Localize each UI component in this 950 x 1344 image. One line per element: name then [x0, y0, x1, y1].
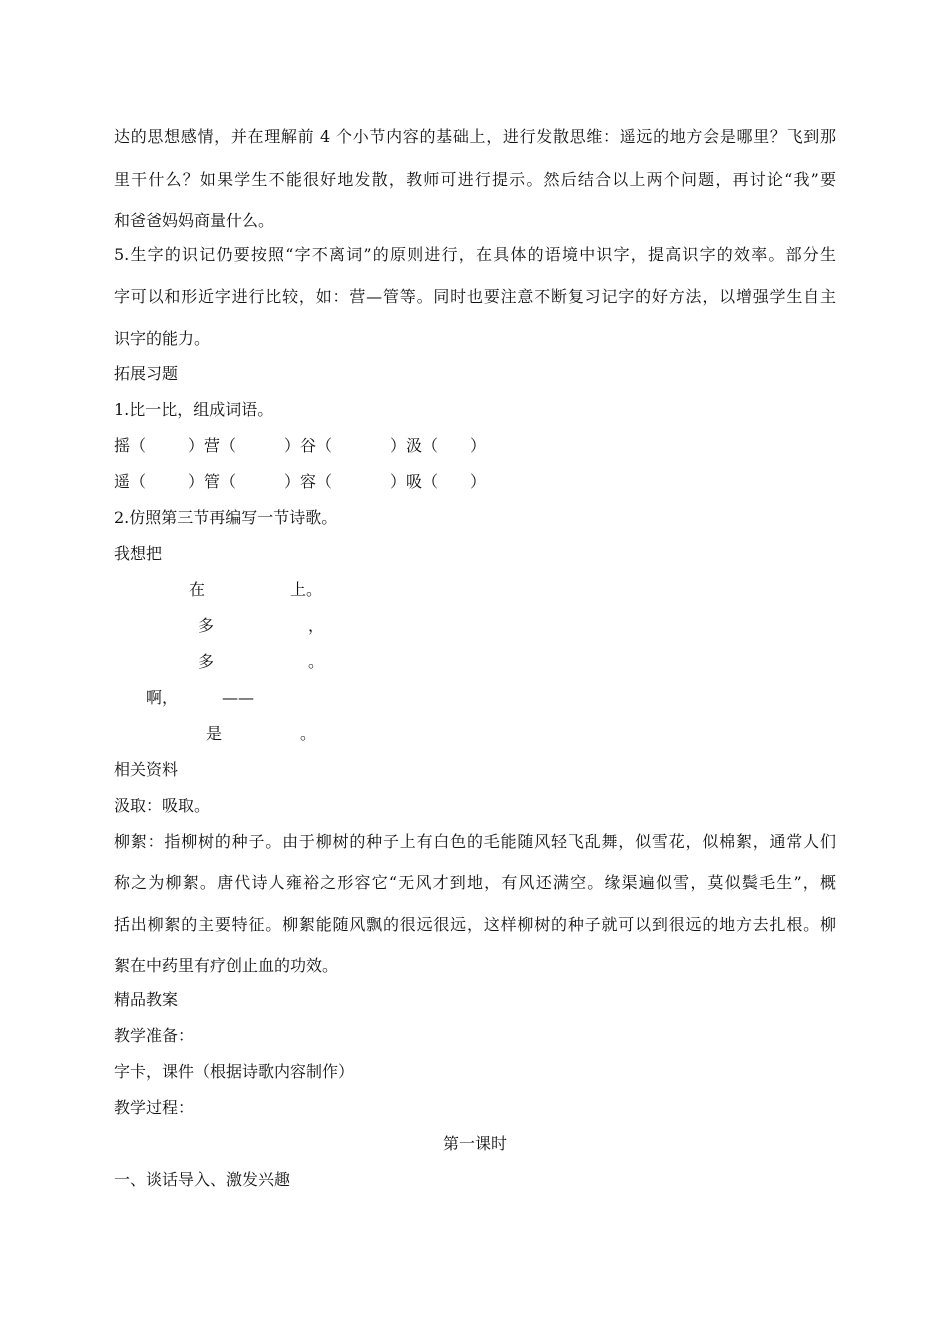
- poem-line-5-start: 是: [206, 724, 223, 743]
- paragraph-5-line-1: 5.生字的识记仍要按照“字不离词”的原则进行，在具体的语境中识字，提高识字的效率。部分生: [114, 245, 836, 264]
- paragraph-5-line-2: 字可以和形近字进行比较，如：营—管等。同时也要注意不断复习记字的好方法，以增强学生自主: [114, 287, 836, 306]
- lesson-plan-heading: 精品教案: [114, 990, 179, 1009]
- row-2-cell-4: ）吸（: [390, 472, 439, 491]
- poem-line-3-start: 多: [198, 652, 215, 671]
- exercise-1-prompt: 1.比一比，组成词语。: [114, 400, 274, 419]
- row-2-cell-3: ）容（: [284, 472, 333, 491]
- row-2-cell-2: ）管（: [188, 472, 237, 491]
- row-1-cell-1: 摇（: [114, 436, 147, 455]
- paragraph-5-line-3: 识字的能力。: [114, 329, 211, 348]
- poem-line-4-end: ——: [222, 688, 254, 707]
- row-1-cell-5: ）: [470, 436, 487, 455]
- teaching-prep-label: 教学准备：: [114, 1026, 195, 1045]
- paragraph-4-line-3: 和爸爸妈妈商量什么。: [114, 211, 275, 230]
- teaching-prep-content: 字卡，课件（根据诗歌内容制作）: [114, 1062, 355, 1081]
- extension-heading: 拓展习题: [114, 364, 179, 383]
- poem-line-2-end: ，: [308, 616, 325, 635]
- period-title: 第一课时: [442, 1134, 507, 1153]
- teaching-process-label: 教学过程：: [114, 1098, 195, 1117]
- poem-line-2-start: 多: [198, 616, 215, 635]
- definition-liuxu-line-3: 括出柳絮的主要特征。柳絮能随风飘的很远很远，这样柳树的种子就可以到很远的地方去扎根。柳: [114, 915, 836, 934]
- definition-jiqu: 汲取：吸取。: [114, 796, 211, 815]
- section-1-heading: 一、谈话导入、激发兴趣: [114, 1170, 291, 1189]
- exercise-2-prompt: 2.仿照第三节再编写一节诗歌。: [114, 508, 338, 527]
- poem-line-3-end: 。: [308, 652, 325, 671]
- poem-intro: 我想把: [114, 544, 163, 563]
- definition-liuxu-line-2: 称之为柳絮。唐代诗人雍裕之形容它“无风才到地，有风还满空。缘渠遍似雪，莫似鬓毛生”，概: [114, 873, 836, 892]
- definition-liuxu-line-4: 絮在中药里有疗创止血的功效。: [114, 956, 339, 975]
- row-1-cell-4: ）汲（: [390, 436, 439, 455]
- paragraph-4-line-1: 达的思想感情，并在理解前 4 个小节内容的基础上，进行发散思维：遥远的地方会是哪里？飞到那: [114, 127, 836, 146]
- poem-line-1-start: 在: [189, 580, 206, 599]
- resources-heading: 相关资料: [114, 760, 179, 779]
- poem-line-5-end: 。: [300, 724, 317, 743]
- poem-line-4-start: 啊，: [146, 688, 179, 707]
- poem-line-1-end: 上。: [290, 580, 323, 599]
- row-1-cell-3: ）谷（: [284, 436, 333, 455]
- definition-liuxu-line-1: 柳絮：指柳树的种子。由于柳树的种子上有白色的毛能随风轻飞乱舞，似雪花，似棉絮，通常人们: [114, 832, 836, 851]
- paragraph-4-line-2: 里干什么？如果学生不能很好地发散，教师可进行提示。然后结合以上两个问题，再讨论“我”要: [114, 170, 836, 189]
- row-2-cell-1: 遥（: [114, 472, 147, 491]
- row-2-cell-5: ）: [470, 472, 487, 491]
- row-1-cell-2: ）营（: [188, 436, 237, 455]
